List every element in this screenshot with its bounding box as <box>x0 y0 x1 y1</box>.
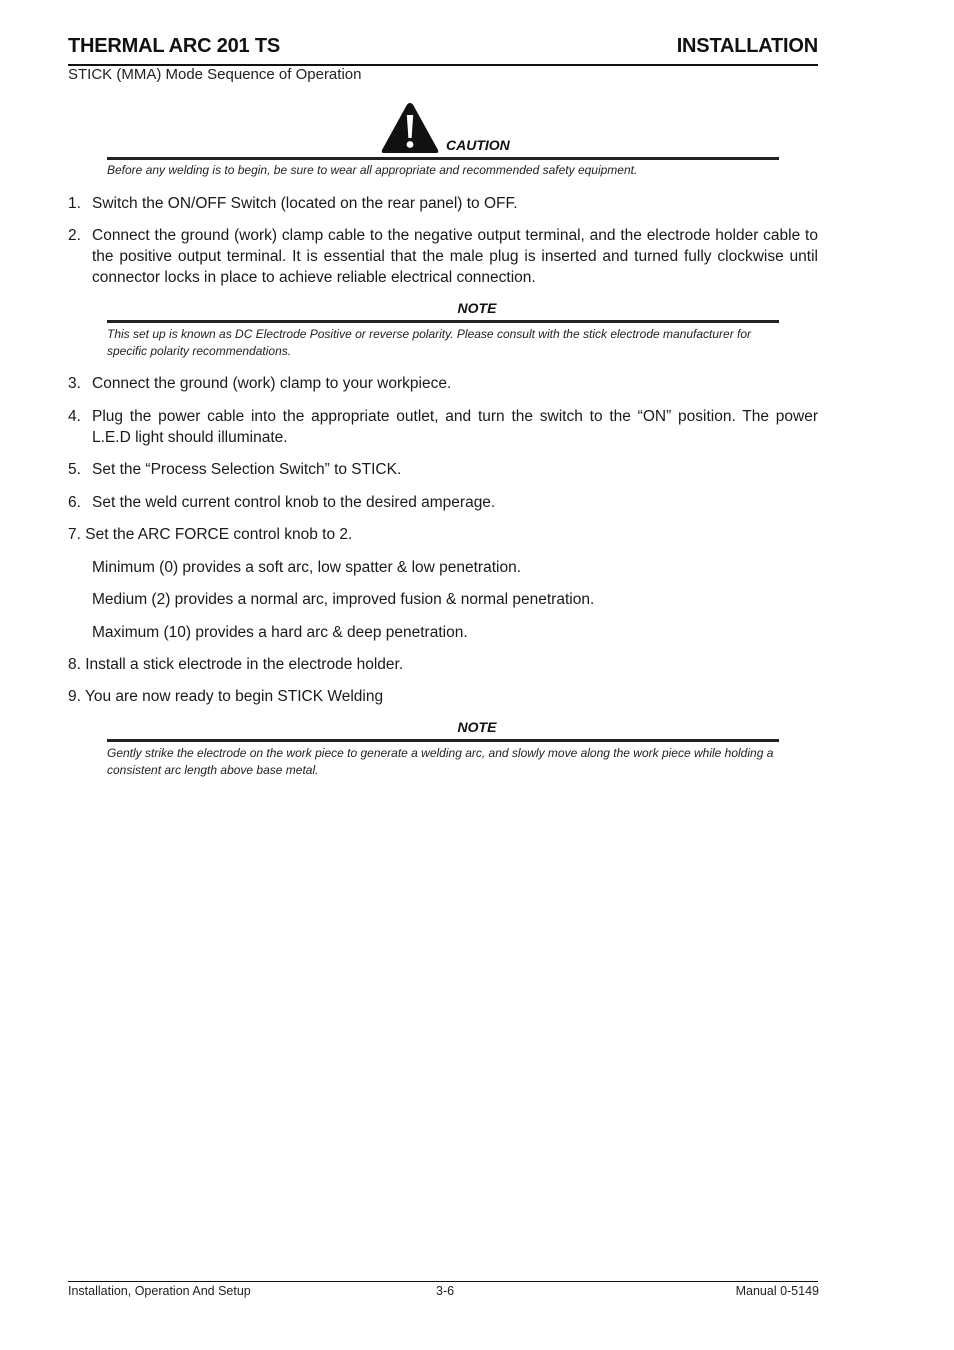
step-text: Set the “Process Selection Switch” to STICK. <box>92 461 402 478</box>
footer-section: Installation, Operation And Setup <box>68 1284 251 1298</box>
caution-label: CAUTION <box>446 137 510 153</box>
step-text: Switch the ON/OFF Switch (located on the rear panel) to OFF. <box>92 195 518 212</box>
step-text: 7. Set the ARC FORCE control knob to 2. <box>68 526 353 543</box>
step-text: Connect the ground (work) clamp to your workpiece. <box>92 375 452 392</box>
step-5 <box>68 459 818 480</box>
step-text: Set the weld current control knob to the desired amperage. <box>92 494 496 511</box>
arc-force-maximum: Maximum (10) provides a hard arc & deep penetration. <box>92 624 468 641</box>
step-3 <box>68 373 818 394</box>
step-number: 1. <box>68 195 81 212</box>
note-label: NOTE <box>457 300 497 316</box>
note-text: This set up is known as DC Electrode Positive or reverse polarity. Please consult with the stick electrode manufacturer for specific polarity recommendations. <box>107 327 752 358</box>
warning-triangle-icon <box>380 101 440 155</box>
step-2 <box>68 225 818 288</box>
note-text: Gently strike the electrode on the work piece to generate a welding arc, and slowly move along the work piece while holding a consistent arc length above base metal. <box>107 746 774 777</box>
step-number: 5. <box>68 461 81 478</box>
step-8 <box>68 654 818 675</box>
page-subtitle: STICK (MMA) Mode Sequence of Operation <box>68 66 362 83</box>
step-number: 2. <box>68 227 81 244</box>
step-4 <box>68 406 818 448</box>
step-text: Plug the power cable into the appropriate outlet, and turn the switch to the “ON” position. The power L.E.D light should illuminate. <box>92 408 818 446</box>
manual-number: Manual 0-5149 <box>735 1284 819 1298</box>
step-number: 4. <box>68 408 81 425</box>
step-text: 8. Install a stick electrode in the electrode holder. <box>68 656 404 673</box>
note-rule <box>107 739 779 742</box>
page-number: 3-6 <box>436 1284 455 1298</box>
step-9 <box>68 686 818 707</box>
section-title: INSTALLATION <box>676 35 818 57</box>
note-label: NOTE <box>457 719 497 735</box>
step-7 <box>68 524 818 545</box>
arc-force-medium: Medium (2) provides a normal arc, improved fusion & normal penetration. <box>92 591 595 608</box>
arc-force-minimum: Minimum (0) provides a soft arc, low spatter & low penetration. <box>92 559 522 576</box>
step-text: 9. You are now ready to begin STICK Welding <box>68 688 384 705</box>
step-6 <box>68 492 818 513</box>
step-text: Connect the ground (work) clamp cable to the negative output terminal, and the electrode holder cable to the positive output terminal. It is essential that the male plug is inserted and turned fully clockwise until connector locks in place to achieve reliable electrical connection. <box>92 227 818 286</box>
caution-text: Before any welding is to begin, be sure to wear all appropriate and recommended safety equipment. <box>107 163 638 177</box>
product-title: THERMAL ARC 201 TS <box>68 35 280 57</box>
step-number: 3. <box>68 375 81 392</box>
step-number: 6. <box>68 494 81 511</box>
step-1 <box>68 193 818 214</box>
caution-rule <box>107 157 779 160</box>
note-rule <box>107 320 779 323</box>
footer-rule <box>68 1281 818 1282</box>
